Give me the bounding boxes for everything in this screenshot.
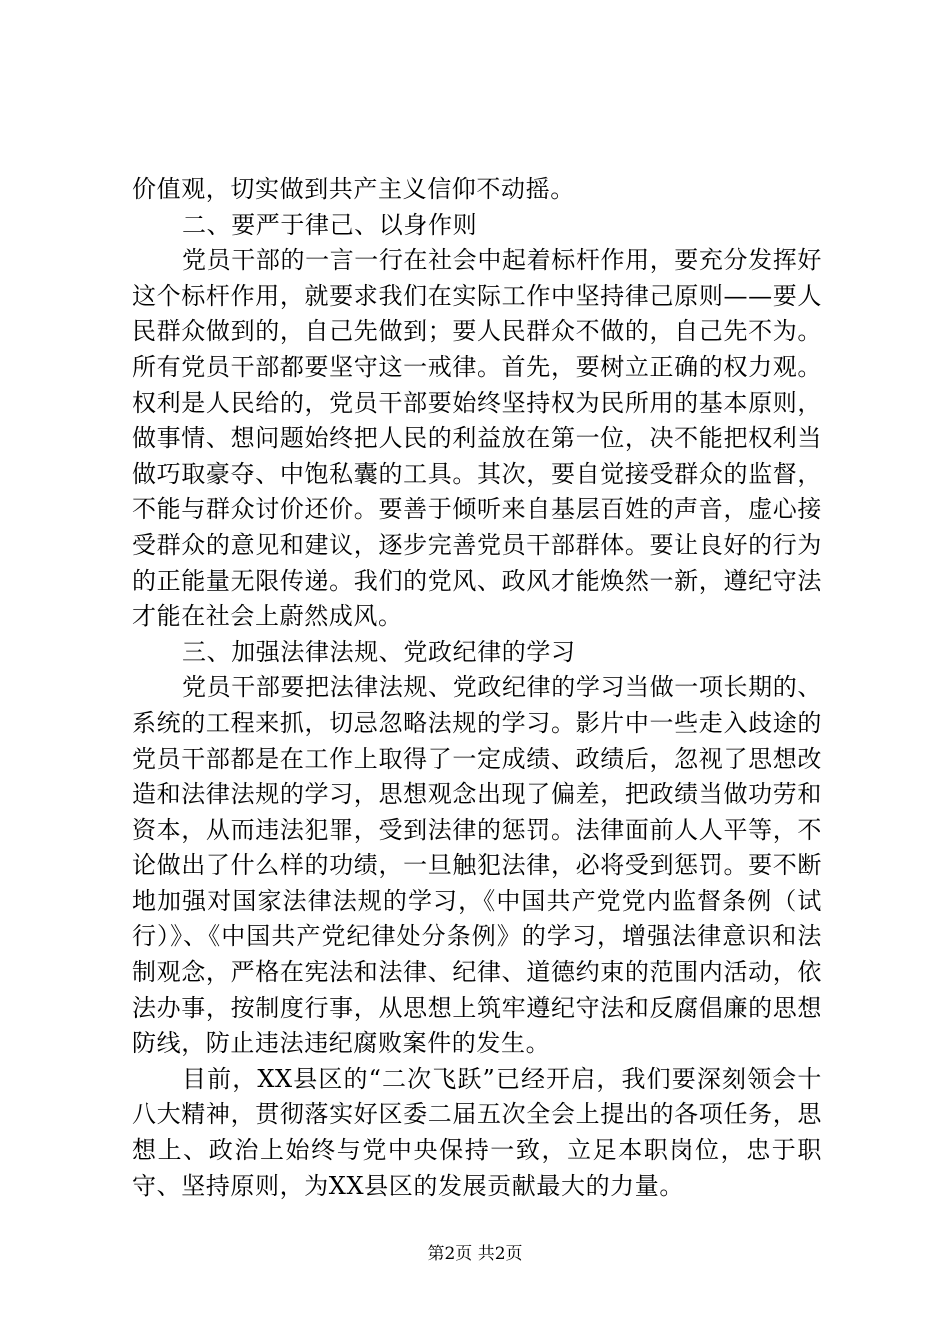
- paragraph-self-discipline: 党员干部的一言一行在社会中起着标杆作用，要充分发挥好这个标杆作用，就要求我们在实际工作中坚持律己原则——要人民群众做到的，自己先做到；要人民群众不做的，自己先不为。所有党员干部都要坚守这一戒律。首先，要树立正确的权力观。权利是人民给的，党员干部要始终坚持权为民所用的基本原则，做事情、想问题始终把人民的利益放在第一位，决不能把权利当做巧取豪夺、中饱私囊的工具。其次，要自觉接受群众的监督，不能与群众讨价还价。要善于倾听来自基层百姓的声音，虚心接受群众的意见和建议，逐步完善党员干部群体。要让良好的行为的正能量无限传递。我们的党风、政风才能焕然一新，遵纪守法才能在社会上蔚然成风。: [132, 246, 822, 631]
- section-heading-3: 三、加强法律法规、党政纪律的学习: [182, 637, 576, 666]
- paragraph-conclusion: 目前，XX县区的“二次飞跃”已经开启，我们要深刻领会十八大精神，贯彻落实好区委二届五次全会上提出的各项任务，思想上、政治上始终与党中央保持一致，立足本职岗位，忠于职守、坚持原则，为XX县区的发展贡献最大的力量。: [132, 1064, 822, 1200]
- document-body: [132, 172, 822, 1204]
- paragraph-law-study: 党员干部要把法律法规、党政纪律的学习当做一项长期的、系统的工程来抓，切忌忽略法规的学习。影片中一些走入歧途的党员干部都是在工作上取得了一定成绩、政绩后，忽视了思想改造和法律法规的学习，思想观念出现了偏差，把政绩当做功劳和资本，从而违法犯罪，受到法律的惩罚。法律面前人人平等，不论做出了什么样的功绩，一旦触犯法律，必将受到惩罚。要不断地加强对国家法律法规的学习，《中国共产党党内监督条例（试行）》、《中国共产党纪律处分条例》的学习，增强法律意识和法制观念，严格在宪法和法律、纪律、道德约束的范围内活动，依法办事，按制度行事，从思想上筑牢遵纪守法和反腐倡廉的思想防线，防止违法违纪腐败案件的发生。: [132, 673, 822, 1058]
- section-heading-2: 二、要严于律己、以身作则: [182, 210, 478, 239]
- paragraph-continuation: 价值观，切实做到共产主义信仰不动摇。: [132, 175, 575, 203]
- page-number-footer: 第2页 共2页: [427, 1244, 523, 1264]
